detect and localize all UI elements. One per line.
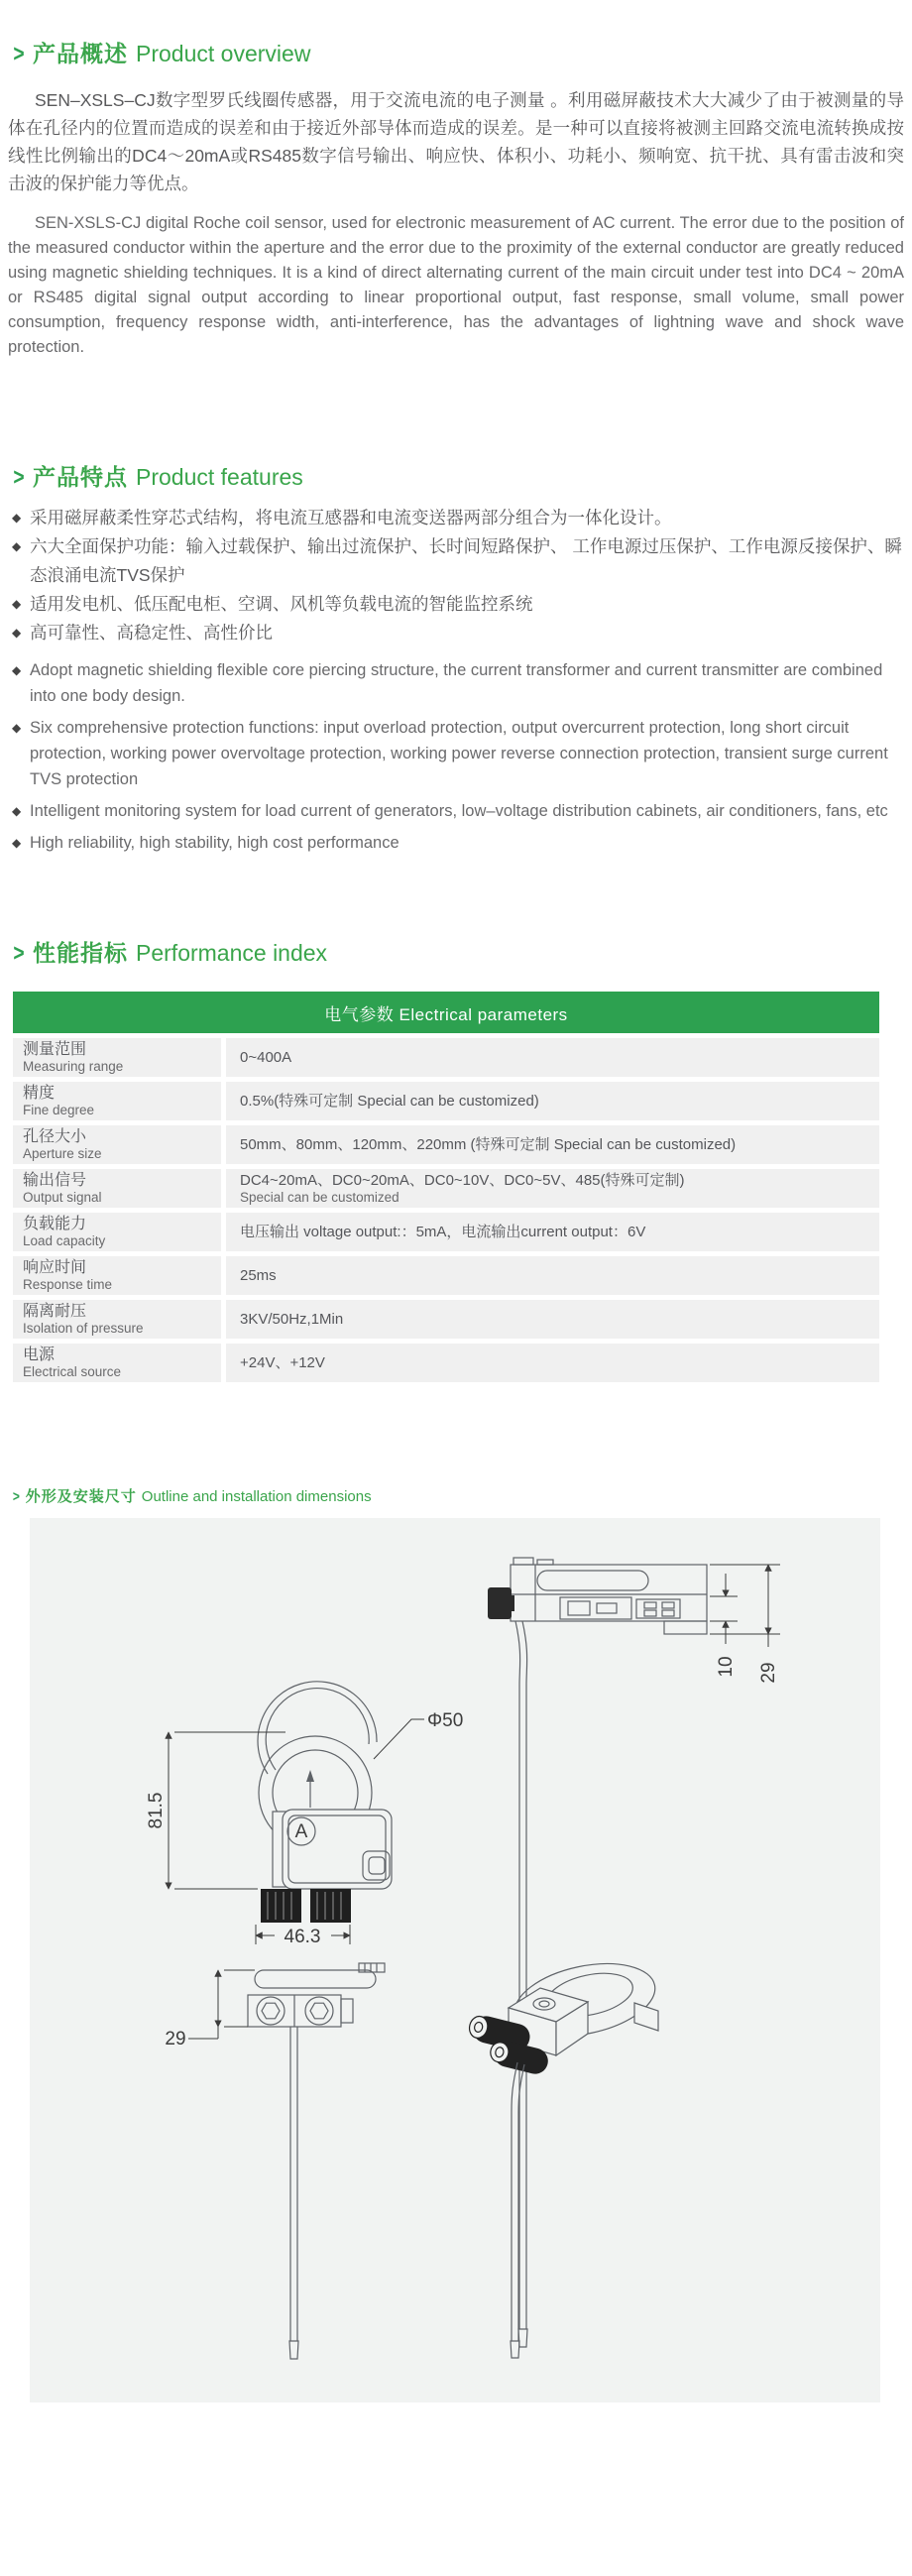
dim-label-side-height: 29 xyxy=(758,1662,779,1684)
bottom-view-drawing xyxy=(248,1963,385,2359)
table-row xyxy=(13,1169,879,1208)
feature-item xyxy=(8,590,904,619)
row-label-en: Aperture size xyxy=(23,1146,102,1161)
table-row xyxy=(13,1344,879,1382)
row-label-en: Isolation of pressure xyxy=(23,1321,144,1336)
row-label-cn: 响应时间 xyxy=(23,1259,87,1276)
table-row xyxy=(13,1213,879,1251)
row-label-en: Load capacity xyxy=(23,1233,106,1248)
feature-list-en xyxy=(8,657,904,856)
row-label-cn: 负载能力 xyxy=(23,1216,87,1232)
row-value xyxy=(226,1082,879,1120)
row-value xyxy=(226,1038,879,1077)
feature-item xyxy=(8,830,904,856)
table-row xyxy=(13,1082,879,1120)
row-value xyxy=(226,1125,879,1164)
row-label xyxy=(13,1300,221,1339)
row-value-text: +24V、+12V xyxy=(240,1353,325,1371)
overview-heading-en: Product overview xyxy=(136,41,311,66)
row-value-text: 电压输出 voltage output:：5mA，电流输出current output：6V xyxy=(240,1223,646,1240)
electrical-parameters-table xyxy=(13,992,879,1382)
row-label-cn: 隔离耐压 xyxy=(23,1303,87,1320)
body-marking-label: A xyxy=(294,1821,308,1842)
table-row xyxy=(13,1300,879,1339)
overview-heading-cn: 产品概述 xyxy=(33,41,129,66)
row-value xyxy=(226,1344,879,1382)
row-value-text-line2: Special can be customized xyxy=(240,1190,399,1205)
row-label-cn: 电源 xyxy=(23,1347,56,1363)
row-label-cn: 孔径大小 xyxy=(23,1128,87,1145)
row-value xyxy=(226,1256,879,1295)
feature-item xyxy=(8,798,904,824)
performance-heading-cn: 性能指标 xyxy=(33,940,129,966)
overview-paragraph-en: SEN-XSLS-CJ digital Roche coil sensor, used for electronic measurement of AC current. The error due to the position of the measured conductor within the aperture and the error due to the proximity of the external conductor are greatly reduced using magnetic shielding techniques. It is a kind of direct alternating current of the main circuit under test into DC4 ~ 20mA or RS485 digital signal output according to linear proportional output, fast response, small volume, small power consumption, frequency response width, anti-interference, has the advantages of lightning wave and shock wave protection. xyxy=(8,214,904,356)
section-heading-overview xyxy=(12,0,912,68)
feature-item xyxy=(8,715,904,792)
row-label xyxy=(13,1344,221,1382)
row-value xyxy=(226,1300,879,1339)
diamond-bullet-icon: ◆ xyxy=(12,663,22,677)
feature-text: 高可靠性、高稳定性、高性价比 xyxy=(30,623,273,643)
row-value-text: 0~400A xyxy=(240,1048,292,1066)
diamond-bullet-icon: ◆ xyxy=(12,804,22,818)
performance-heading-en: Performance index xyxy=(136,940,328,966)
row-label xyxy=(13,1169,221,1208)
diamond-bullet-icon: ◆ xyxy=(12,539,22,553)
dimension-drawing-panel xyxy=(30,1518,880,2402)
row-label xyxy=(13,1256,221,1295)
table-row xyxy=(13,1256,879,1295)
row-label-en: Response time xyxy=(23,1277,113,1292)
chevron-icon: > xyxy=(13,41,25,67)
diamond-bullet-icon: ◆ xyxy=(12,721,22,735)
row-label-en: Measuring range xyxy=(23,1059,124,1074)
dimension-drawing xyxy=(30,1518,880,2402)
row-label-cn: 测量范围 xyxy=(23,1041,87,1058)
front-view-drawing xyxy=(258,1682,392,1923)
chevron-icon: > xyxy=(13,464,25,491)
feature-text: 六大全面保护功能：输入过载保护、输出过流保护、长时间短路保护、 工作电源过压保护、工作电源反接保护、瞬态浪涌电流TVS保护 xyxy=(30,536,902,585)
side-view-dimensions xyxy=(710,1565,780,1647)
row-label xyxy=(13,1213,221,1251)
row-label-en: Electrical source xyxy=(23,1364,122,1379)
dim-label-front-height: 81.5 xyxy=(146,1792,167,1829)
row-label xyxy=(13,1038,221,1077)
diamond-bullet-icon: ◆ xyxy=(12,836,22,850)
row-value-text: 25ms xyxy=(240,1266,277,1284)
dim-label-front-width: 46.3 xyxy=(284,1927,321,1947)
row-label-en: Output signal xyxy=(23,1190,102,1205)
row-value-text: 50mm、80mm、120mm、220mm (特殊可定制 Special can be customized) xyxy=(240,1135,737,1153)
row-label-en: Fine degree xyxy=(23,1103,95,1117)
side-view-drawing xyxy=(488,1558,707,2347)
row-value-text: 3KV/50Hz,1Min xyxy=(240,1310,344,1328)
feature-text: Intelligent monitoring system for load current of generators, low–voltage distribution cabinets, air conditioners, fans, etc xyxy=(30,802,888,820)
feature-text: High reliability, high stability, high cost performance xyxy=(30,834,399,852)
section-heading-features xyxy=(12,459,912,492)
row-label xyxy=(13,1125,221,1164)
dim-label-side-step: 10 xyxy=(716,1656,737,1678)
side-knob xyxy=(488,1587,512,1619)
overview-paragraph-cn: SEN–XSLS–CJ数字型罗氏线圈传感器，用于交流电流的电子测量 。利用磁屏蔽技术大大减少了由于被测量的导体在孔径内的位置而造成的误差和由于接近外部导体而造成的误差。是一种可以直接将被测主回路交流电流转换成按线性比例输出的DC4～20mA或RS485数字信号输出、响应快、体积小、功耗小、频响宽、抗干扰、具有雷击波和突击波的保护能力等优点。 xyxy=(8,90,904,193)
features-heading-cn: 产品特点 xyxy=(33,464,129,490)
feature-item xyxy=(8,504,904,532)
row-value-text: 0.5%(特殊可定制 Special can be customized) xyxy=(240,1092,539,1110)
row-value-text: DC4~20mA、DC0~20mA、DC0~10V、DC0~5V、485(特殊可定制) xyxy=(240,1172,685,1189)
dim-label-bottom-thickness: 29 xyxy=(165,2029,186,2049)
diamond-bullet-icon: ◆ xyxy=(12,597,22,611)
feature-text: Six comprehensive protection functions: input overload protection, output overcurrent protection, long short circuit protection, working power overvoltage protection, working power reverse connection protection, transient surge current TVS protection xyxy=(30,719,888,788)
features-heading-en: Product features xyxy=(136,464,303,490)
feature-text: 适用发电机、低压配电柜、空调、风机等负载电流的智能监控系统 xyxy=(30,594,533,614)
dimensions-heading-en: Outline and installation dimensions xyxy=(141,1488,372,1505)
table-row xyxy=(13,1038,879,1077)
table-header: 电气参数 Electrical parameters xyxy=(13,992,879,1033)
diamond-bullet-icon: ◆ xyxy=(12,511,22,525)
row-value xyxy=(226,1169,879,1208)
table-row xyxy=(13,1125,879,1164)
row-value xyxy=(226,1213,879,1251)
dimensions-heading-cn: 外形及安装尺寸 xyxy=(25,1488,137,1505)
row-label-cn: 精度 xyxy=(23,1085,56,1102)
row-label xyxy=(13,1082,221,1120)
feature-item xyxy=(8,532,904,590)
isometric-view-drawing xyxy=(467,1952,662,2358)
feature-list-cn xyxy=(8,504,904,647)
feature-text: 采用磁屏蔽柔性穿芯式结构，将电流互感器和电流变送器两部分组合为一体化设计。 xyxy=(30,508,672,527)
bottom-view-dimensions xyxy=(188,1970,255,2039)
diamond-bullet-icon: ◆ xyxy=(12,626,22,640)
feature-text: Adopt magnetic shielding flexible core piercing structure, the current transformer and current transmitter are combined into one body design. xyxy=(30,661,883,705)
chevron-icon: > xyxy=(12,1488,20,1505)
row-label-cn: 输出信号 xyxy=(23,1172,87,1189)
feature-item xyxy=(8,657,904,709)
feature-item xyxy=(8,619,904,647)
chevron-icon: > xyxy=(13,940,25,967)
dim-label-front-diameter: Φ50 xyxy=(427,1710,464,1731)
section-heading-dimensions xyxy=(12,1485,912,1506)
section-heading-performance xyxy=(12,935,912,968)
